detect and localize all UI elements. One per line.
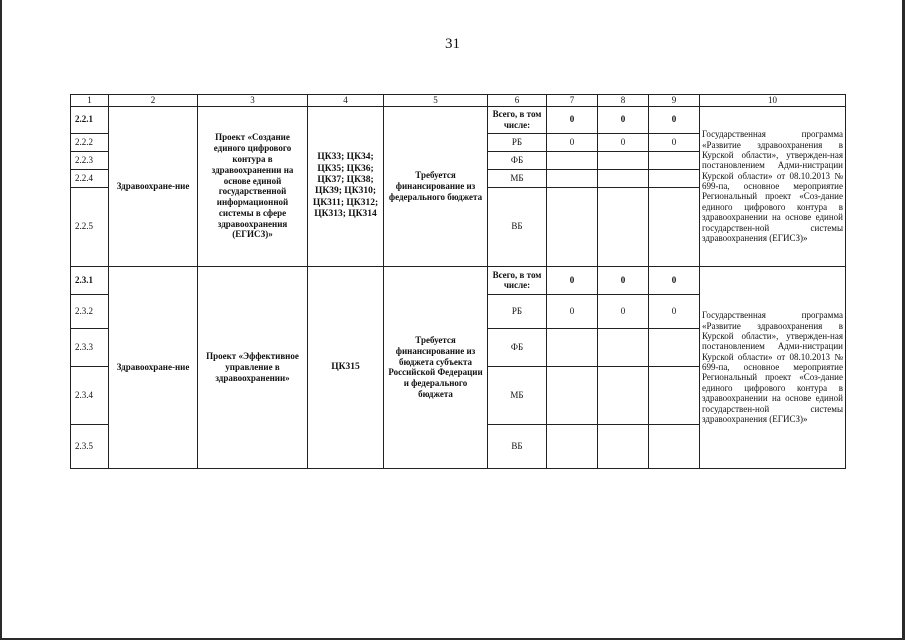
value-cell bbox=[649, 169, 700, 187]
source-cell: МБ bbox=[488, 169, 547, 187]
value-cell: 0 bbox=[649, 133, 700, 151]
value-cell bbox=[598, 328, 649, 366]
value-cell bbox=[649, 424, 700, 468]
source-cell: ФБ bbox=[488, 151, 547, 169]
value-cell bbox=[649, 328, 700, 366]
financing-cell: Требуется финансирование из бюджета субъекта Российской Федерации и федерального бюджета bbox=[384, 266, 488, 468]
value-cell: 0 bbox=[598, 133, 649, 151]
row-code: 2.2.4 bbox=[71, 169, 109, 187]
value-cell bbox=[547, 366, 598, 424]
value-cell: 0 bbox=[598, 106, 649, 133]
sector-cell: Здравоохране-ние bbox=[109, 266, 198, 468]
value-cell: 0 bbox=[598, 266, 649, 294]
source-cell: РБ bbox=[488, 133, 547, 151]
description-cell: Государственная программа «Развитие здравоохранения в Курской области», утвержден-ная постановлением Адми-нистрации Курской области» от 08.10.2013 № 699-па, основное мероприятие Региональный проект «Соз-дание единого цифрового контура в здравоохранении на основе единой государствен-ной системы здравоохранения (ЕГИСЗ)» bbox=[700, 106, 846, 266]
value-cell: 0 bbox=[547, 294, 598, 328]
value-cell: 0 bbox=[547, 266, 598, 294]
source-cell: Всего, в том числе: bbox=[488, 106, 547, 133]
header-cell: 6 bbox=[488, 95, 547, 107]
value-cell: 0 bbox=[649, 294, 700, 328]
value-cell: 0 bbox=[649, 266, 700, 294]
data-table bbox=[70, 94, 846, 469]
source-cell: ФБ bbox=[488, 328, 547, 366]
header-cell: 1 bbox=[71, 95, 109, 107]
indicators-cell: ЦК315 bbox=[308, 266, 384, 468]
sector-cell: Здравоохране-ние bbox=[109, 106, 198, 266]
header-cell: 4 bbox=[308, 95, 384, 107]
header-cell: 5 bbox=[384, 95, 488, 107]
header-cell: 9 bbox=[649, 95, 700, 107]
value-cell bbox=[547, 169, 598, 187]
value-cell: 0 bbox=[547, 133, 598, 151]
value-cell bbox=[649, 151, 700, 169]
project-cell: Проект «Эффективное управление в здравоохранении» bbox=[198, 266, 308, 468]
indicators-cell: ЦК33; ЦК34; ЦК35; ЦК36; ЦК37; ЦК38; ЦК39; ЦК310; ЦК311; ЦК312; ЦК313; ЦК314 bbox=[308, 106, 384, 266]
header-row bbox=[71, 95, 846, 107]
value-cell bbox=[598, 424, 649, 468]
value-cell bbox=[598, 151, 649, 169]
row-code: 2.3.5 bbox=[71, 424, 109, 468]
value-cell bbox=[547, 151, 598, 169]
header-cell: 7 bbox=[547, 95, 598, 107]
value-cell bbox=[649, 366, 700, 424]
value-cell: 0 bbox=[649, 106, 700, 133]
row-code: 2.3.2 bbox=[71, 294, 109, 328]
row-code: 2.2.1 bbox=[71, 106, 109, 133]
page-number: 31 bbox=[445, 36, 460, 52]
value-cell bbox=[598, 366, 649, 424]
financing-cell: Требуется финансирование из федерального бюджета bbox=[384, 106, 488, 266]
source-cell: РБ bbox=[488, 294, 547, 328]
header-cell: 2 bbox=[109, 95, 198, 107]
header-cell: 8 bbox=[598, 95, 649, 107]
value-cell bbox=[649, 187, 700, 266]
header-cell: 3 bbox=[198, 95, 308, 107]
value-cell: 0 bbox=[598, 294, 649, 328]
source-cell: ВБ bbox=[488, 424, 547, 468]
value-cell: 0 bbox=[547, 106, 598, 133]
project-cell: Проект «Создание единого цифрового контура в здравоохранении на основе единой государственной информационной системы в сфере здравоохранения (ЕГИСЗ)» bbox=[198, 106, 308, 266]
row-code: 2.3.3 bbox=[71, 328, 109, 366]
source-cell: Всего, в том числе: bbox=[488, 266, 547, 294]
row-code: 2.2.5 bbox=[71, 187, 109, 266]
value-cell bbox=[598, 169, 649, 187]
table-row bbox=[71, 266, 846, 294]
value-cell bbox=[547, 328, 598, 366]
source-cell: ВБ bbox=[488, 187, 547, 266]
row-code: 2.3.4 bbox=[71, 366, 109, 424]
value-cell bbox=[547, 424, 598, 468]
header-cell: 10 bbox=[700, 95, 846, 107]
value-cell bbox=[598, 187, 649, 266]
value-cell bbox=[547, 187, 598, 266]
row-code: 2.2.3 bbox=[71, 151, 109, 169]
row-code: 2.3.1 bbox=[71, 266, 109, 294]
source-cell: МБ bbox=[488, 366, 547, 424]
description-cell: Государственная программа «Развитие здравоохранения в Курской области», утвержден-ная постановлением Адми-нистрации Курской области» от 08.10.2013 № 699-па, основное мероприятие Региональный проект «Соз-дание единого цифрового контура в здравоохранении на основе единой государствен-ной системы здравоохранения (ЕГИСЗ)» bbox=[700, 266, 846, 468]
row-code: 2.2.2 bbox=[71, 133, 109, 151]
scan-edge-left bbox=[0, 0, 2, 640]
table-row bbox=[71, 106, 846, 133]
